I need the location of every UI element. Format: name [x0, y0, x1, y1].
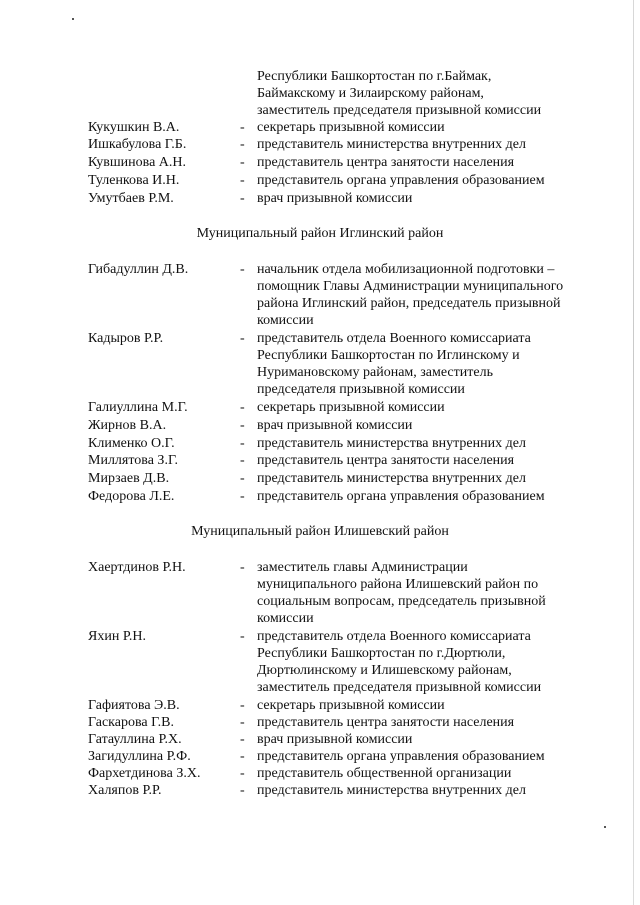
text-line: секретарь призывной комиссии	[257, 698, 445, 713]
text-line: Республики Башкортостан по г.Дюртюли,	[257, 646, 506, 661]
member-role	[257, 261, 597, 329]
member-role	[257, 136, 597, 153]
member-role	[257, 765, 597, 782]
text-line: врач призывной комиссии	[257, 418, 413, 433]
member-name: Загидуллина Р.Ф.	[88, 749, 191, 764]
member-role	[257, 782, 597, 799]
member-role	[257, 697, 597, 714]
member-name: Жирнов В.А.	[88, 418, 167, 433]
member-role	[257, 714, 597, 731]
scan-edge-line	[633, 0, 634, 905]
text-line: секретарь призывной комиссии	[257, 120, 445, 135]
member-role	[257, 190, 597, 207]
dash: -	[240, 732, 245, 747]
dash: -	[240, 560, 245, 575]
scan-speck	[72, 18, 74, 20]
member-name: Миллятова З.Г.	[88, 453, 178, 468]
text-line: заместитель председателя призывной комиссии	[257, 680, 542, 695]
member-name: Клименко О.Г.	[88, 436, 175, 451]
member-name: Галиуллина М.Г.	[88, 400, 188, 415]
dash: -	[240, 715, 245, 730]
text-line: помощник Главы Администрации муниципального	[257, 279, 564, 294]
dash: -	[240, 489, 245, 504]
member-name: Фархетдинова З.Х.	[88, 766, 201, 781]
text-line: Республики Башкортостан по г.Баймак,	[257, 69, 492, 84]
scan-speck	[604, 826, 606, 828]
dash: -	[240, 749, 245, 764]
member-role	[257, 330, 597, 398]
text-line: муниципального района Илишевский район по	[257, 577, 539, 592]
member-role	[257, 628, 597, 696]
member-name: Туленкова И.Н.	[88, 173, 180, 188]
text-line: представитель органа управления образованием	[257, 489, 545, 504]
text-line: заместитель председателя призывной комиссии	[257, 103, 542, 118]
member-name: Гатауллина Р.Х.	[88, 732, 182, 747]
member-role	[257, 488, 597, 505]
member-role	[257, 452, 597, 469]
member-name: Яхин Р.Н.	[88, 629, 146, 644]
section-heading: Муниципальный район Иглинский район	[196, 226, 444, 241]
dash: -	[240, 331, 245, 346]
text-line: представитель органа управления образованием	[257, 173, 545, 188]
dash: -	[240, 191, 245, 206]
member-name: Кукушкин В.А.	[88, 120, 180, 135]
text-line: комиссии	[257, 611, 314, 626]
dash: -	[240, 436, 245, 451]
text-line: представитель органа управления образованием	[257, 749, 545, 764]
member-role	[257, 435, 597, 452]
member-name: Мирзаев Д.В.	[88, 471, 170, 486]
text-line: врач призывной комиссии	[257, 191, 413, 206]
member-role	[257, 399, 597, 416]
text-line: представитель министерства внутренних дел	[257, 471, 526, 486]
text-line: Баймакскому и Зилаирскому районам,	[257, 86, 484, 101]
text-line: председателя призывной комиссии	[257, 382, 465, 397]
dash: -	[240, 453, 245, 468]
text-line: представитель министерства внутренних дел	[257, 783, 526, 798]
text-line: начальник отдела мобилизационной подготовки –	[257, 262, 555, 277]
text-line: представитель отдела Военного комиссариата	[257, 331, 531, 346]
continuation-text	[257, 68, 597, 119]
text-line: представитель центра занятости населения	[257, 453, 515, 468]
member-name: Гаскарова Г.В.	[88, 715, 174, 730]
member-name: Кадыров Р.Р.	[88, 331, 164, 346]
text-line: секретарь призывной комиссии	[257, 400, 445, 415]
member-role	[257, 559, 597, 627]
text-line: Дюртюлинскому и Илишевскому районам,	[257, 663, 512, 678]
member-name: Гафиятова Э.В.	[88, 698, 180, 713]
member-name: Кувшинова А.Н.	[88, 155, 187, 170]
text-line: представитель общественной организации	[257, 766, 512, 781]
dash: -	[240, 173, 245, 188]
dash: -	[240, 766, 245, 781]
member-role	[257, 748, 597, 765]
dash: -	[240, 418, 245, 433]
member-name: Халяпов Р.Р.	[88, 783, 162, 798]
text-line: представитель центра занятости населения	[257, 155, 515, 170]
dash: -	[240, 120, 245, 135]
member-role	[257, 154, 597, 171]
member-name: Гибадуллин Д.В.	[88, 262, 189, 277]
text-line: заместитель главы Администрации	[257, 560, 468, 575]
text-line: Республики Башкортостан по Иглинскому и	[257, 348, 520, 363]
dash: -	[240, 471, 245, 486]
member-name: Умутбаев Р.М.	[88, 191, 174, 206]
text-line: социальным вопросам, председатель призывной	[257, 594, 546, 609]
section-heading: Муниципальный район Илишевский район	[191, 524, 449, 539]
dash: -	[240, 400, 245, 415]
text-line: Нуримановскому районам, заместитель	[257, 365, 493, 380]
text-line: представитель министерства внутренних дел	[257, 436, 526, 451]
text-line: представитель отдела Военного комиссариата	[257, 629, 531, 644]
text-line: представитель центра занятости населения	[257, 715, 515, 730]
text-line: врач призывной комиссии	[257, 732, 413, 747]
dash: -	[240, 155, 245, 170]
member-name: Федорова Л.Е.	[88, 489, 175, 504]
dash: -	[240, 629, 245, 644]
member-role	[257, 731, 597, 748]
dash: -	[240, 262, 245, 277]
member-role	[257, 119, 597, 136]
member-name: Хаертдинов Р.Н.	[88, 560, 186, 575]
member-role	[257, 417, 597, 434]
member-role	[257, 470, 597, 487]
dash: -	[240, 783, 245, 798]
member-role	[257, 172, 597, 189]
member-name: Ишкабулова Г.Б.	[88, 137, 187, 152]
text-line: представитель министерства внутренних дел	[257, 137, 526, 152]
dash: -	[240, 698, 245, 713]
text-line: комиссии	[257, 313, 314, 328]
dash: -	[240, 137, 245, 152]
text-line: района Иглинский район, председатель призывной	[257, 296, 561, 311]
